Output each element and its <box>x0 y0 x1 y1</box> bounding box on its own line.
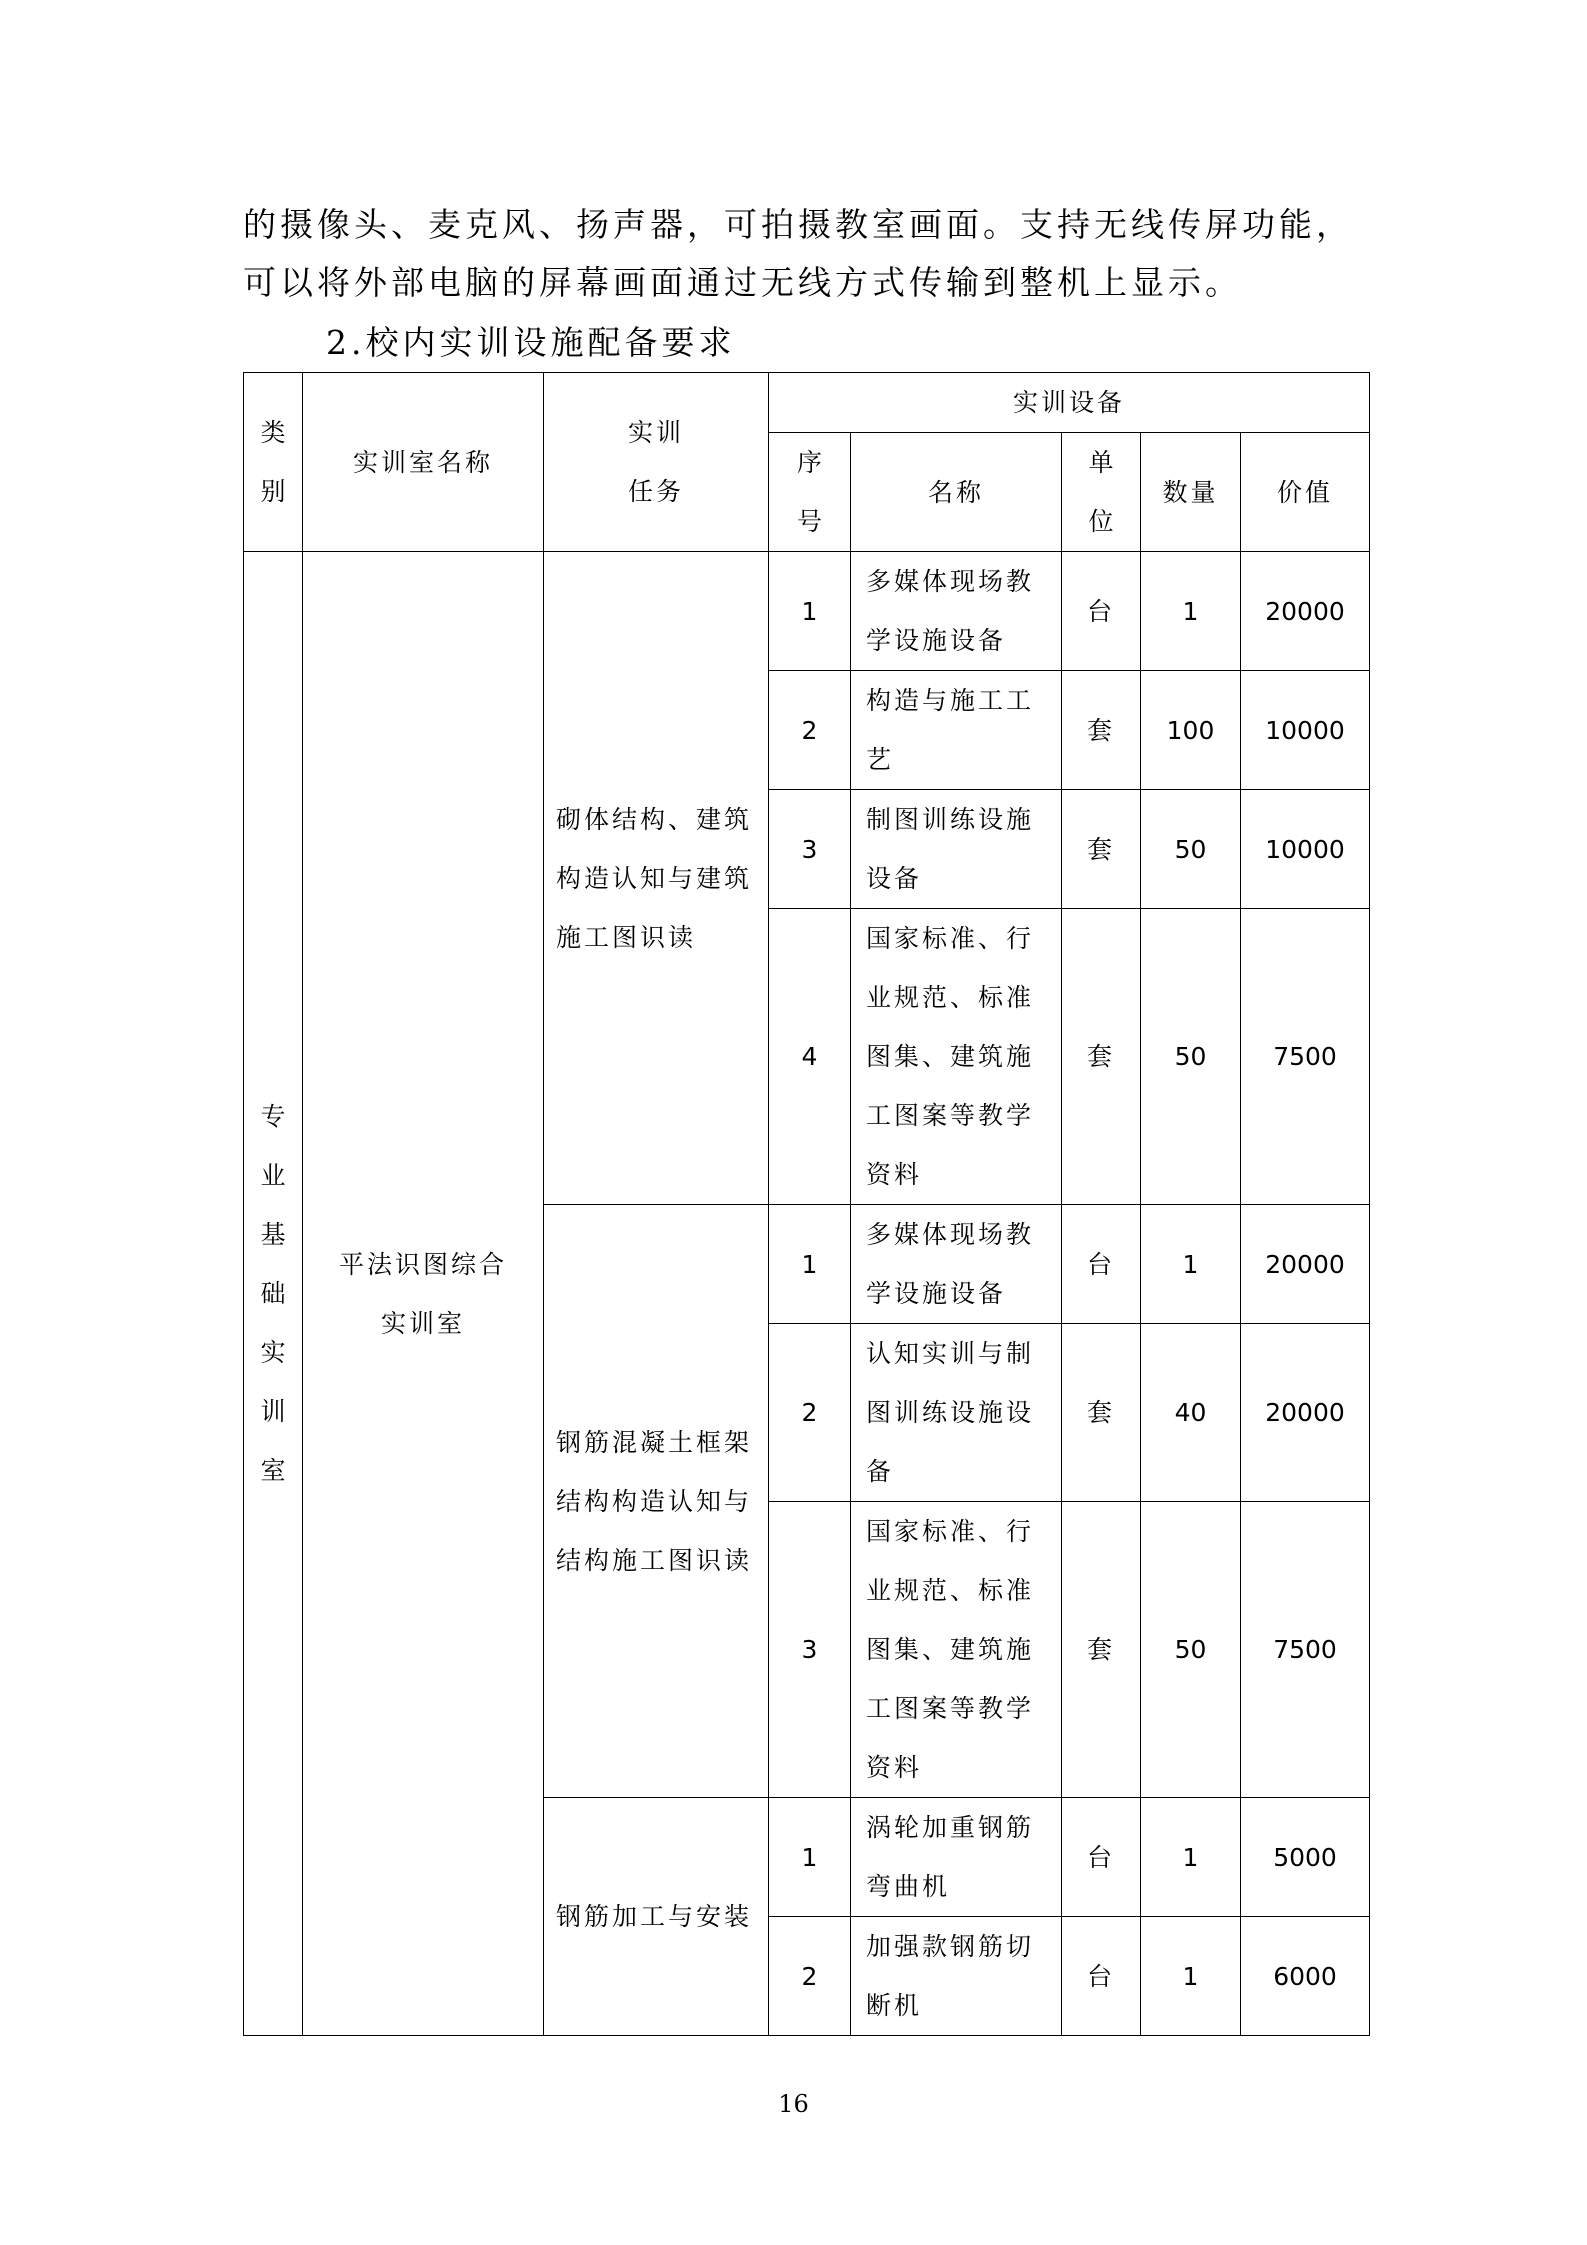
qty-cell <box>1141 552 1241 671</box>
header-room <box>303 373 544 552</box>
seq-cell <box>769 552 851 671</box>
qty-cell <box>1141 1324 1241 1502</box>
qty-cell-text: 1 <box>1182 596 1199 626</box>
equipment-table <box>243 372 1370 2036</box>
name-cell <box>851 1798 1062 1917</box>
unit-cell <box>1062 1917 1141 2036</box>
category-cell <box>244 552 303 2036</box>
header-name-text: 名称 <box>927 477 984 507</box>
intro-paragraph-line-2: 可以将外部电脑的屏幕画面通过无线方式传输到整机上显示。 <box>243 263 1242 302</box>
qty-cell-text: 50 <box>1174 1042 1207 1071</box>
header-qty <box>1141 433 1241 552</box>
qty-cell-text: 100 <box>1166 715 1215 745</box>
name-cell <box>851 1502 1062 1798</box>
price-cell <box>1241 909 1370 1205</box>
header-equipment-text: 实训设备 <box>1012 388 1125 417</box>
name-cell-text: 多媒体现场教学设施设备 <box>866 567 1035 655</box>
name-cell <box>851 1324 1062 1502</box>
task-cell-text: 钢筋加工与安装 <box>556 1902 753 1931</box>
unit-cell-text: 台 <box>1086 1961 1115 1991</box>
price-cell-text: 20000 <box>1265 596 1345 626</box>
unit-cell <box>1062 671 1141 790</box>
name-cell <box>851 790 1062 909</box>
task-cell <box>544 552 769 1205</box>
unit-cell <box>1062 552 1141 671</box>
unit-cell-text: 台 <box>1086 596 1115 626</box>
price-cell-text: 5000 <box>1273 1842 1337 1872</box>
unit-cell <box>1062 1798 1141 1917</box>
price-cell <box>1241 790 1370 909</box>
unit-cell-text: 套 <box>1086 715 1115 745</box>
name-cell-text: 认知实训与制图训练设施设备 <box>866 1339 1035 1486</box>
qty-cell-text: 50 <box>1174 834 1207 864</box>
page-number: 16 <box>778 2090 809 2118</box>
seq-cell-text: 2 <box>801 1961 818 1991</box>
seq-cell <box>769 671 851 790</box>
name-cell-text: 国家标准、行业规范、标准图集、建筑施工图案等教学资料 <box>866 1517 1035 1782</box>
category-cell-text: 专业基础实训室 <box>260 1102 286 1485</box>
header-name <box>851 433 1062 552</box>
price-cell-text: 20000 <box>1265 1398 1345 1427</box>
qty-cell-text: 1 <box>1182 1249 1199 1279</box>
qty-cell <box>1141 1917 1241 2036</box>
qty-cell-text: 40 <box>1174 1398 1207 1427</box>
seq-cell <box>769 1502 851 1798</box>
unit-cell <box>1062 1324 1141 1502</box>
unit-cell-text: 套 <box>1086 1635 1115 1664</box>
name-cell-text: 构造与施工工艺 <box>866 686 1035 774</box>
name-cell-text: 多媒体现场教学设施设备 <box>866 1220 1035 1308</box>
name-cell <box>851 552 1062 671</box>
qty-cell-text: 1 <box>1182 1961 1199 1991</box>
seq-cell <box>769 1917 851 2036</box>
unit-cell-text: 套 <box>1086 1042 1115 1071</box>
header-room-text: 实训室名称 <box>352 447 493 477</box>
task-cell-text: 钢筋混凝土框架结构构造认知与结构施工图识读 <box>556 1427 753 1575</box>
seq-cell <box>769 1205 851 1324</box>
name-cell <box>851 671 1062 790</box>
room-name-cell <box>303 552 544 2036</box>
price-cell <box>1241 671 1370 790</box>
unit-cell <box>1062 1205 1141 1324</box>
qty-cell <box>1141 909 1241 1205</box>
name-cell-text: 制图训练设施设备 <box>866 805 1035 893</box>
seq-cell-text: 1 <box>801 1842 818 1872</box>
section-heading: 2.校内实训设施配备要求 <box>326 323 736 362</box>
seq-cell-text: 3 <box>801 1635 818 1664</box>
unit-cell <box>1062 1502 1141 1798</box>
table-row <box>244 552 1370 671</box>
seq-cell <box>769 790 851 909</box>
price-cell-text: 20000 <box>1265 1249 1345 1279</box>
unit-cell-text: 套 <box>1086 834 1115 864</box>
header-price <box>1241 433 1370 552</box>
header-equipment <box>769 373 1370 433</box>
price-cell <box>1241 1798 1370 1917</box>
header-seq-text: 序号 <box>796 448 822 536</box>
qty-cell <box>1141 1502 1241 1798</box>
header-category <box>244 373 303 552</box>
name-cell <box>851 909 1062 1205</box>
name-cell <box>851 1917 1062 2036</box>
seq-cell-text: 4 <box>801 1042 818 1071</box>
qty-cell <box>1141 1798 1241 1917</box>
seq-cell-text: 1 <box>801 596 818 626</box>
room-name-cell-text: 平法识图综合实训室 <box>338 1249 507 1338</box>
name-cell-text: 加强款钢筋切断机 <box>866 1932 1035 2020</box>
unit-cell <box>1062 909 1141 1205</box>
header-price-text: 价值 <box>1276 477 1333 507</box>
task-cell-text: 砌体结构、建筑构造认知与建筑施工图识读 <box>556 804 753 952</box>
price-cell <box>1241 1324 1370 1502</box>
seq-cell-text: 1 <box>801 1249 818 1279</box>
header-category-text: 类别 <box>260 418 286 506</box>
price-cell <box>1241 552 1370 671</box>
task-cell <box>544 1798 769 2036</box>
seq-cell-text: 2 <box>801 1398 818 1427</box>
seq-cell-text: 2 <box>801 715 818 745</box>
unit-cell-text: 台 <box>1086 1249 1115 1279</box>
qty-cell <box>1141 671 1241 790</box>
header-unit <box>1062 433 1141 552</box>
price-cell-text: 10000 <box>1265 834 1345 864</box>
seq-cell <box>769 909 851 1205</box>
name-cell-text: 涡轮加重钢筋弯曲机 <box>866 1813 1035 1901</box>
price-cell <box>1241 1205 1370 1324</box>
unit-cell <box>1062 790 1141 909</box>
unit-cell-text: 套 <box>1086 1398 1115 1427</box>
price-cell-text: 10000 <box>1265 715 1345 745</box>
price-cell-text: 7500 <box>1273 1635 1337 1664</box>
qty-cell <box>1141 1205 1241 1324</box>
seq-cell-text: 3 <box>801 834 818 864</box>
seq-cell <box>769 1798 851 1917</box>
price-cell-text: 7500 <box>1273 1042 1337 1071</box>
qty-cell-text: 1 <box>1182 1842 1199 1872</box>
task-cell <box>544 1205 769 1798</box>
qty-cell <box>1141 790 1241 909</box>
intro-paragraph-line-1: 的摄像头、麦克风、扬声器，可拍摄教室画面。支持无线传屏功能， <box>243 205 1353 244</box>
header-qty-text: 数量 <box>1162 477 1219 507</box>
header-task <box>544 373 769 552</box>
name-cell <box>851 1205 1062 1324</box>
price-cell <box>1241 1917 1370 2036</box>
name-cell-text: 国家标准、行业规范、标准图集、建筑施工图案等教学资料 <box>866 924 1035 1189</box>
header-task-text: 实训 任务 <box>627 418 684 506</box>
price-cell-text: 6000 <box>1273 1961 1337 1991</box>
header-seq <box>769 433 851 552</box>
seq-cell <box>769 1324 851 1502</box>
price-cell <box>1241 1502 1370 1798</box>
unit-cell-text: 台 <box>1086 1842 1115 1872</box>
qty-cell-text: 50 <box>1174 1635 1207 1664</box>
header-unit-text: 单位 <box>1088 448 1114 536</box>
